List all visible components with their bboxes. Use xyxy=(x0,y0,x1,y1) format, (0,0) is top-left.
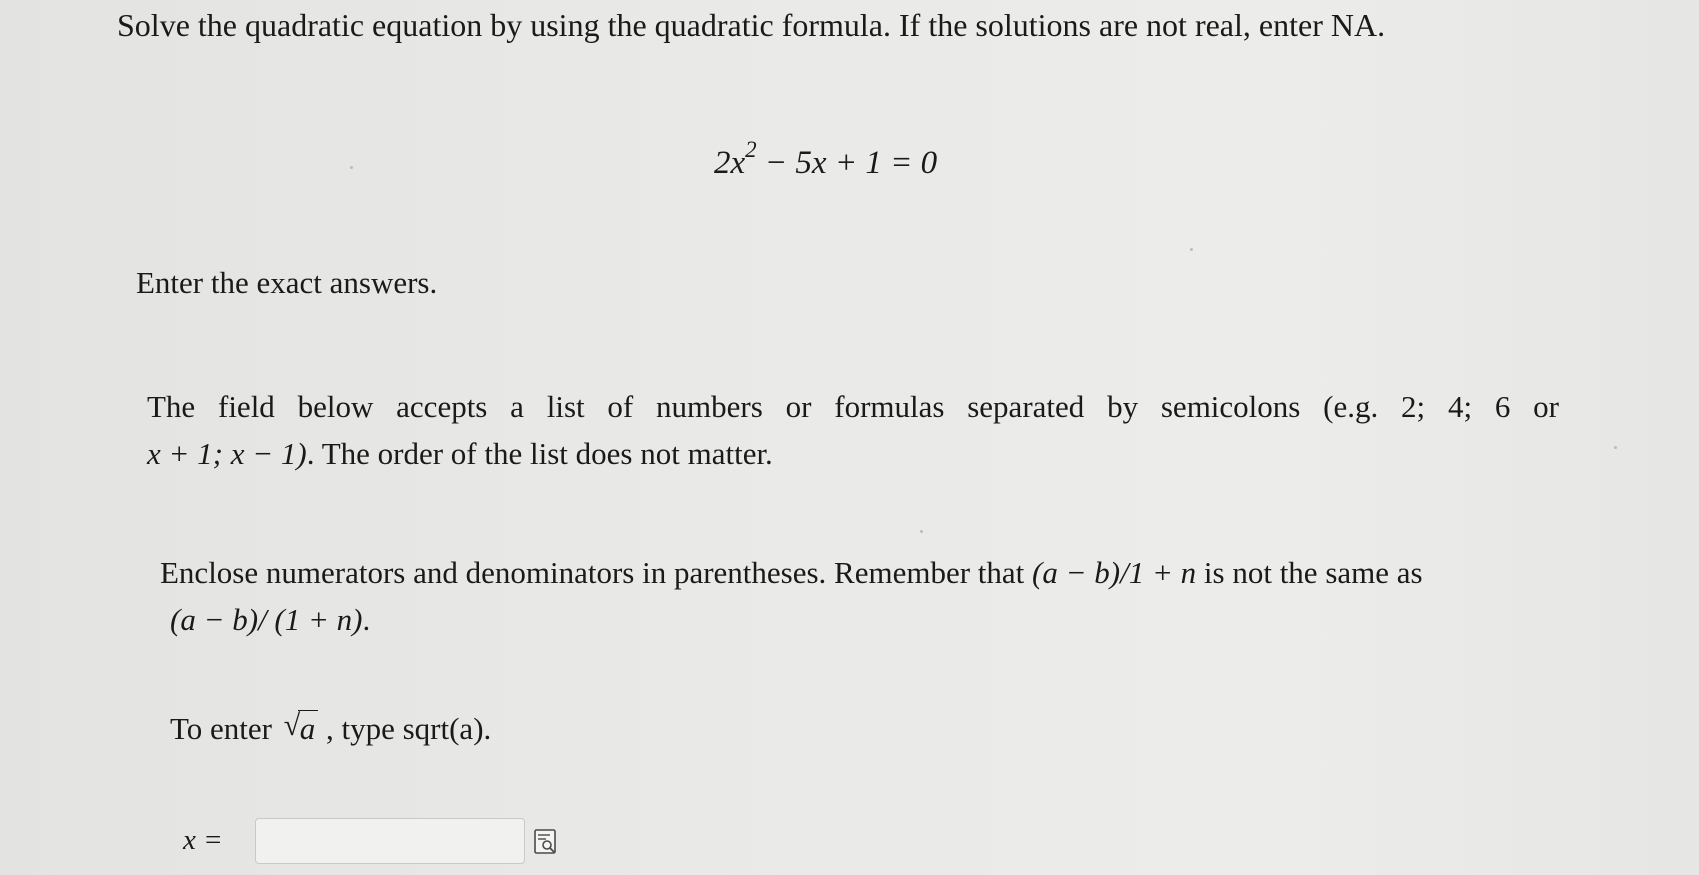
equation-rest: − 5x + 1 = 0 xyxy=(756,145,938,181)
equation-exponent: 2 xyxy=(745,137,757,162)
list-format-hint-line1: The field below accepts a list of numbers or formulas separated by semicolons (e.g. 2; 4; 6 or xyxy=(147,389,1559,424)
speck xyxy=(1190,248,1193,251)
sqrt-symbol-example xyxy=(284,710,319,747)
radical-argument: a xyxy=(298,710,319,746)
question-title: Solve the quadratic equation by using the quadratic formula. If the solutions are not real, enter NA. xyxy=(117,7,1386,43)
speck xyxy=(1614,446,1617,449)
parentheses-hint-text: Enclose numerators and denominators in parentheses. Remember that xyxy=(160,555,1033,590)
list-example-math: x + 1; x − 1) xyxy=(147,436,307,471)
answer-label: x = xyxy=(183,824,223,856)
sqrt-hint-suffix: , type sqrt(a). xyxy=(318,711,492,746)
speck xyxy=(920,530,923,533)
parentheses-hint-text2: is not the same as xyxy=(1196,555,1423,590)
list-format-hint-line2 xyxy=(147,435,773,472)
parentheses-example-right: (a − b)/ (1 + n) xyxy=(170,602,363,637)
radical-sign: √ xyxy=(283,709,301,742)
parentheses-end: . xyxy=(362,602,371,637)
parentheses-example-wrong: (a − b)/1 + n xyxy=(1032,555,1197,590)
list-order-note: . The order of the list does not matter. xyxy=(306,436,773,471)
sqrt-hint-prefix: To enter xyxy=(170,711,280,746)
speck xyxy=(350,166,353,169)
sqrt-hint xyxy=(170,710,491,747)
answer-input[interactable] xyxy=(255,818,525,864)
parentheses-hint-line2 xyxy=(170,601,370,638)
quadratic-equation xyxy=(714,137,938,184)
exact-answers-instruction: Enter the exact answers. xyxy=(136,265,438,300)
preview-document-icon[interactable] xyxy=(534,829,558,855)
equation-lead: 2x xyxy=(714,145,746,181)
parentheses-hint-line1 xyxy=(160,554,1423,591)
